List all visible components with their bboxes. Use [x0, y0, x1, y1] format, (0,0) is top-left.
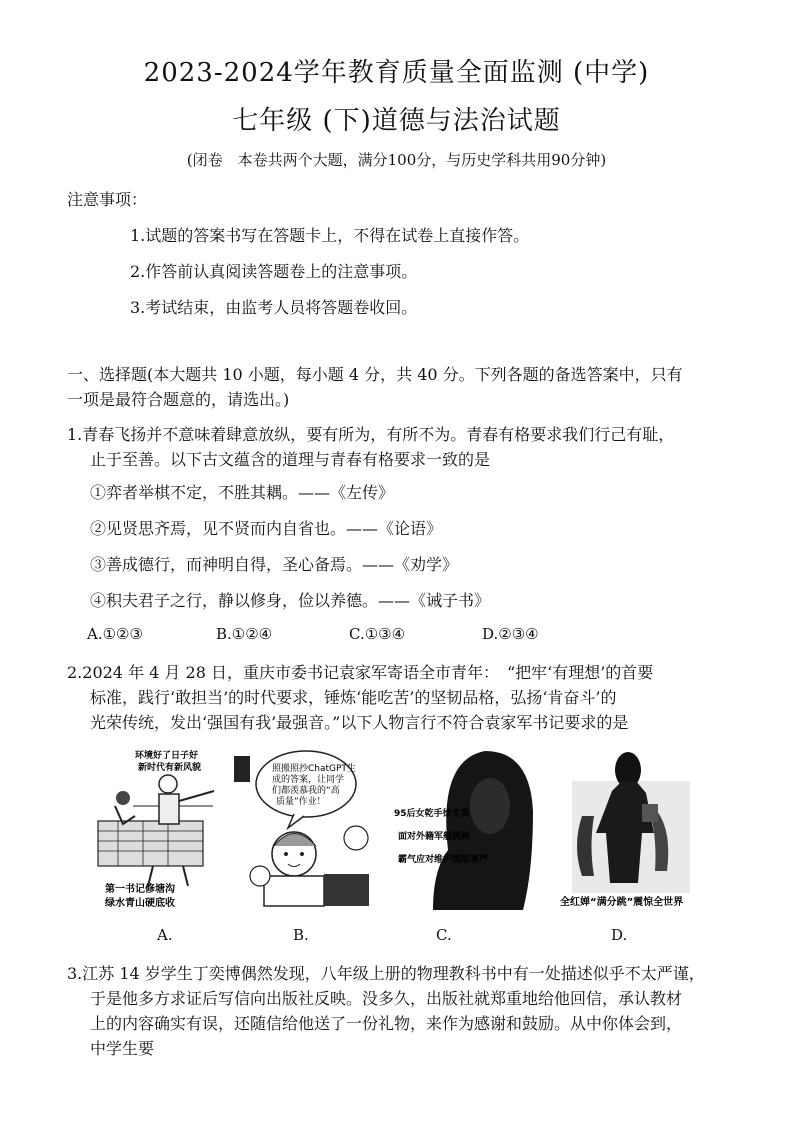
notes-heading: 注意事项：: [67, 190, 148, 209]
question-2-stem-cont: 光荣传统，发出‘强国有我’最强音。”以下人物言行不符合袁家军书记要求的是: [90, 713, 629, 732]
exam-title: 2023-2024学年教育质量全面监测 (中学): [143, 58, 650, 88]
question-3-stem-cont: 上的内容确实有误，还随信给他送了一份礼物，来作为感谢和鼓励。从中你体会到，: [90, 1014, 683, 1033]
picture-label-a[interactable]: A.: [157, 926, 173, 944]
question-2-stem-cont: 标准，践行‘敢担当’的时代要求，锤炼‘能吃苦’的坚韧品格，弘扬‘肯奋斗’的: [90, 688, 617, 707]
note-item: 2.作答前认真阅读答题卷上的注意事项。: [130, 262, 418, 281]
question-1-stem: 1.青春飞扬并不意味着肆意放纵，要有所为，有所不为。青春有格要求我们行己有耻，: [67, 425, 675, 444]
question-3-stem-cont: 中学生要: [90, 1039, 155, 1058]
svg-text:95后女乾手徐文高: 95后女乾手徐文高: [394, 809, 470, 819]
svg-text:成的答案，让同学: 成的答案，让同学: [272, 775, 345, 785]
picture-a-cartoon: [93, 746, 243, 910]
note-item: 3.考试结束，由监考人员将答题卷收回。: [130, 298, 418, 317]
question-1-item: ④积夫君子之行，静以修身，俭以养德。——《诫子书》: [90, 591, 491, 610]
question-1-option-d[interactable]: D.②③④: [482, 625, 539, 643]
svg-text:绿水青山硬底收: 绿水青山硬底收: [105, 898, 175, 909]
question-2-stem: 2.2024 年 4 月 28 日，重庆市委书记袁家军寄语全市青年： “把牢‘有理想’的首要: [67, 663, 654, 682]
svg-text:第一书记修塘沟: 第一书记修塘沟: [105, 884, 175, 895]
svg-text:全红婵“满分跳”震惊全世界: 全红婵“满分跳”震惊全世界: [560, 897, 684, 908]
question-1-item: ③善成德行，而神明自得，圣心备焉。——《劝学》: [90, 555, 459, 574]
svg-text:照搬照抄ChatGPT生: 照搬照抄ChatGPT生: [272, 764, 356, 774]
picture-b-cartoon: [234, 746, 384, 910]
section-heading-cont: 一项是最符合题意的，请选出。): [67, 390, 290, 409]
question-3-stem: 3.江苏 14 岁学生丁奕博偶然发现，八年级上册的物理教科书中有一处描述似乎不太严谨，: [67, 964, 705, 983]
picture-d-photo: [542, 746, 712, 910]
picture-label-d[interactable]: D.: [611, 926, 628, 944]
exam-instructions: (闭卷 本卷共两个大题，满分100分，与历史学科共用90分钟): [186, 151, 607, 169]
svg-text:新时代有新风貌: 新时代有新风貌: [138, 763, 202, 773]
picture-label-c[interactable]: C.: [436, 926, 452, 944]
question-1-stem-cont: 止于至善。以下古文蕴含的道理与青春有格要求一致的是: [90, 450, 491, 469]
exam-subtitle-grade: 七年级 (下)道德与法治试题: [232, 106, 561, 136]
note-item: 1.试题的答案书写在答题卡上，不得在试卷上直接作答。: [130, 226, 530, 245]
svg-text:质量”作业！: 质量”作业！: [276, 797, 326, 807]
question-1-option-c[interactable]: C.①③④: [349, 625, 406, 643]
svg-text:面对外籍军舰挑衅: 面对外籍军舰挑衅: [398, 832, 471, 842]
question-1-option-b[interactable]: B.①②④: [216, 625, 273, 643]
question-3-stem-cont: 于是他多方求证后写信向出版社反映。没多久，出版社就郑重地给他回信，承认教材: [90, 989, 683, 1008]
picture-c-photo: [390, 746, 540, 910]
question-1-item: ②见贤思齐焉，见不贤而内自省也。——《论语》: [90, 519, 443, 538]
section-heading: 一、选择题(本大题共 10 小题，每小题 4 分，共 40 分。下列各题的备选答案中，只有: [67, 365, 683, 384]
question-1-item: ①弈者举棋不定，不胜其耦。——《左传》: [90, 483, 395, 502]
picture-label-b[interactable]: B.: [293, 926, 309, 944]
svg-text:们都羡慕我的“高: 们都羡慕我的“高: [272, 786, 340, 796]
svg-text:环境好了日子好: 环境好了日子好: [135, 751, 199, 761]
question-1-option-a[interactable]: A.①②③: [87, 625, 143, 643]
svg-text:霸气应对维护国家尊严: 霸气应对维护国家尊严: [398, 855, 489, 865]
